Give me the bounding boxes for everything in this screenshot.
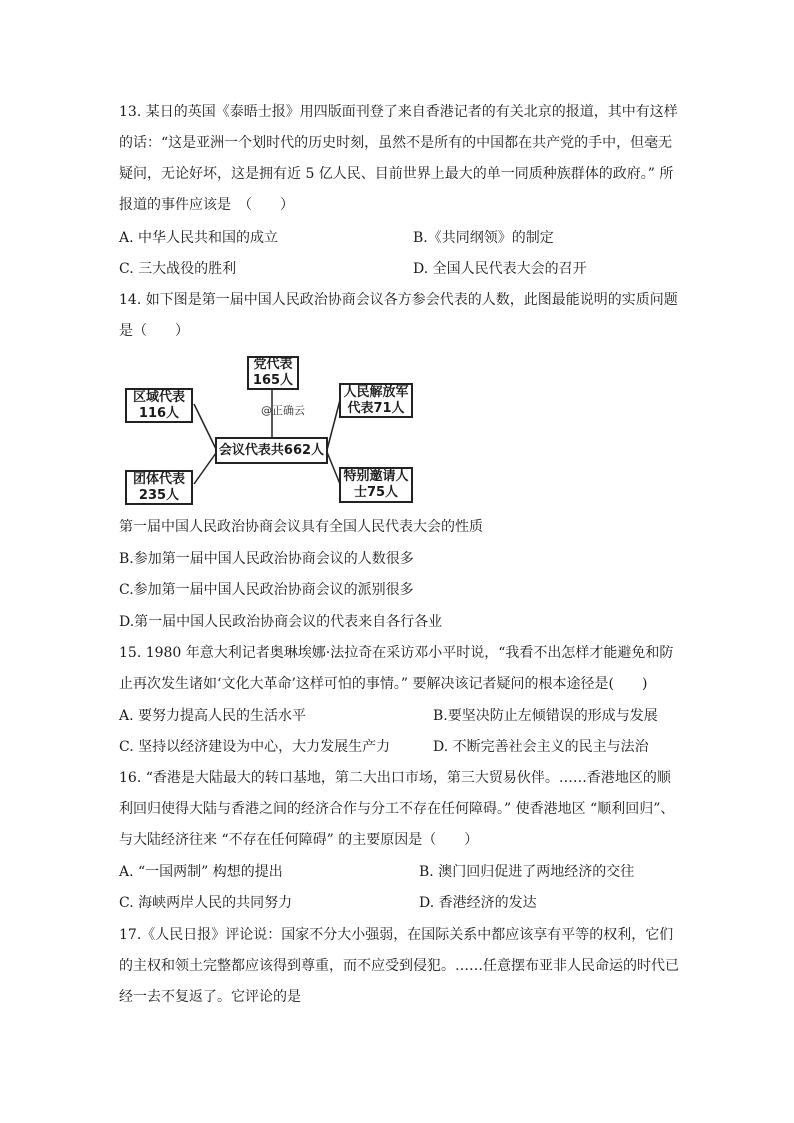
q13-option-c: C. 三大战役的胜利 [119,261,237,277]
q14-option-d: D.第一届中国人民政治协商会议的代表来自各行各业 [119,614,443,630]
q15-line-2: 止再次发生诸如‘文化大革命’这样可怕的事情。” 要解决该记者疑问的根本途径是( ) [119,676,648,692]
q16-option-a: A. “一国两制” 构想的提出 [119,864,283,880]
pla-delegates-box [339,383,413,418]
q16-line-1: 16. “香港是大陆最大的转口基地，第二大出口市场，第三大贸易伙伴。……香港地区的顺 [119,770,671,786]
region-delegates-label: 区域代表 [132,389,185,405]
q16-option-d: D. 香港经济的发达 [419,895,537,911]
party-delegates-count: 165人 [252,373,294,388]
q14-line-2: 是（ ） [119,323,189,339]
q13-line-4: 报道的事件应该是 （ ） [119,197,294,213]
q14-option-a: 第一届中国人民政治协商会议具有全国人民代表大会的性质 [119,519,483,535]
total-delegates-box [215,437,328,464]
q13-line-1: 13. 某日的英国《泰晤士报》用四版面刊登了来自香港记者的有关北京的报道，其中有这样 [119,104,678,120]
pla-delegates-count: 代表71人 [347,400,405,416]
q15-option-a: A. 要努力提高人民的生活水平 [119,708,307,724]
q16-option-b: B. 澳门回归促进了两地经济的交往 [419,864,635,880]
group-delegates-count: 235人 [138,487,180,503]
q14-option-c: C.参加第一届中国人民政治协商会议的派别很多 [119,582,414,598]
region-delegates-count: 116人 [138,405,180,421]
q13-option-a: A. 中华人民共和国的成立 [119,230,279,246]
connector-group [194,453,216,484]
q13-option-d: D. 全国人民代表大会的召开 [413,261,587,277]
q14-line-1: 14. 如下图是第一届中国人民政治协商会议各方参会代表的人数，此图最能说明的实质问题 [119,292,678,308]
connector-region [194,404,216,449]
q13-line-2: 的话：“这是亚洲一个划时代的历史时刻，虽然不是所有的中国都在共产党的手中，但毫无 [119,135,673,151]
special-delegates-box [339,467,413,503]
q16-line-3: 与大陆经济往来 “不存在任何障碍” 的主要原因是（ ） [119,832,479,848]
q15-option-b: B.要坚决防止左倾错误的形成与发展 [433,708,658,724]
q15-option-d: D. 不断完善社会主义的民主与法治 [433,739,649,755]
group-delegates-label: 团体代表 [132,471,185,487]
q17-line-2: 的主权和领土完整都应该得到尊重，而不应受到侵犯。……任意摆布亚非人民命运的时代已 [119,958,679,974]
q15-line-1: 15. 1980 年意大利记者奥琳埃娜·法拉奇在采访邓小平时说，“我看不出怎样才能避免和防 [119,645,674,661]
q15-option-c: C. 坚持以经济建设为中心，大力发展生产力 [119,739,391,755]
q16-option-c: C. 海峡两岸人民的共同努力 [119,895,293,911]
q13-line-3: 疑问，无论好坏，这是拥有近 5 亿人民、目前世界上最大的单一同质种族群体的政府。” 所 [119,166,674,182]
q16-line-2: 利回归使得大陆与香港之间的经济合作与分工不存在任何障碍。” 使香港地区 “顺利回归”、 [119,801,675,817]
party-delegates-label: 党代表 [253,357,293,372]
special-delegates-label: 特别邀请人 [343,469,409,484]
pla-delegates-label: 人民解放军 [343,384,409,400]
watermark: @正确云 [261,404,305,417]
q13-option-b: B.《共同纲领》的制定 [413,230,554,246]
q17-line-3: 经一去不复返了。它评论的是 [119,989,301,1005]
region-delegates-box [125,388,193,423]
total-delegates-label: 会议代表共662人 [218,442,325,458]
special-delegates-count: 士75人 [353,485,399,500]
q14-option-b: B.参加第一届中国人民政治协商会议的人数很多 [119,551,414,567]
group-delegates-box [125,470,193,505]
party-delegates-box [247,356,299,390]
q17-line-1: 17.《人民日报》评论说：国家不分大小强弱，在国际关系中都应该享有平等的权利，它们 [119,927,674,943]
